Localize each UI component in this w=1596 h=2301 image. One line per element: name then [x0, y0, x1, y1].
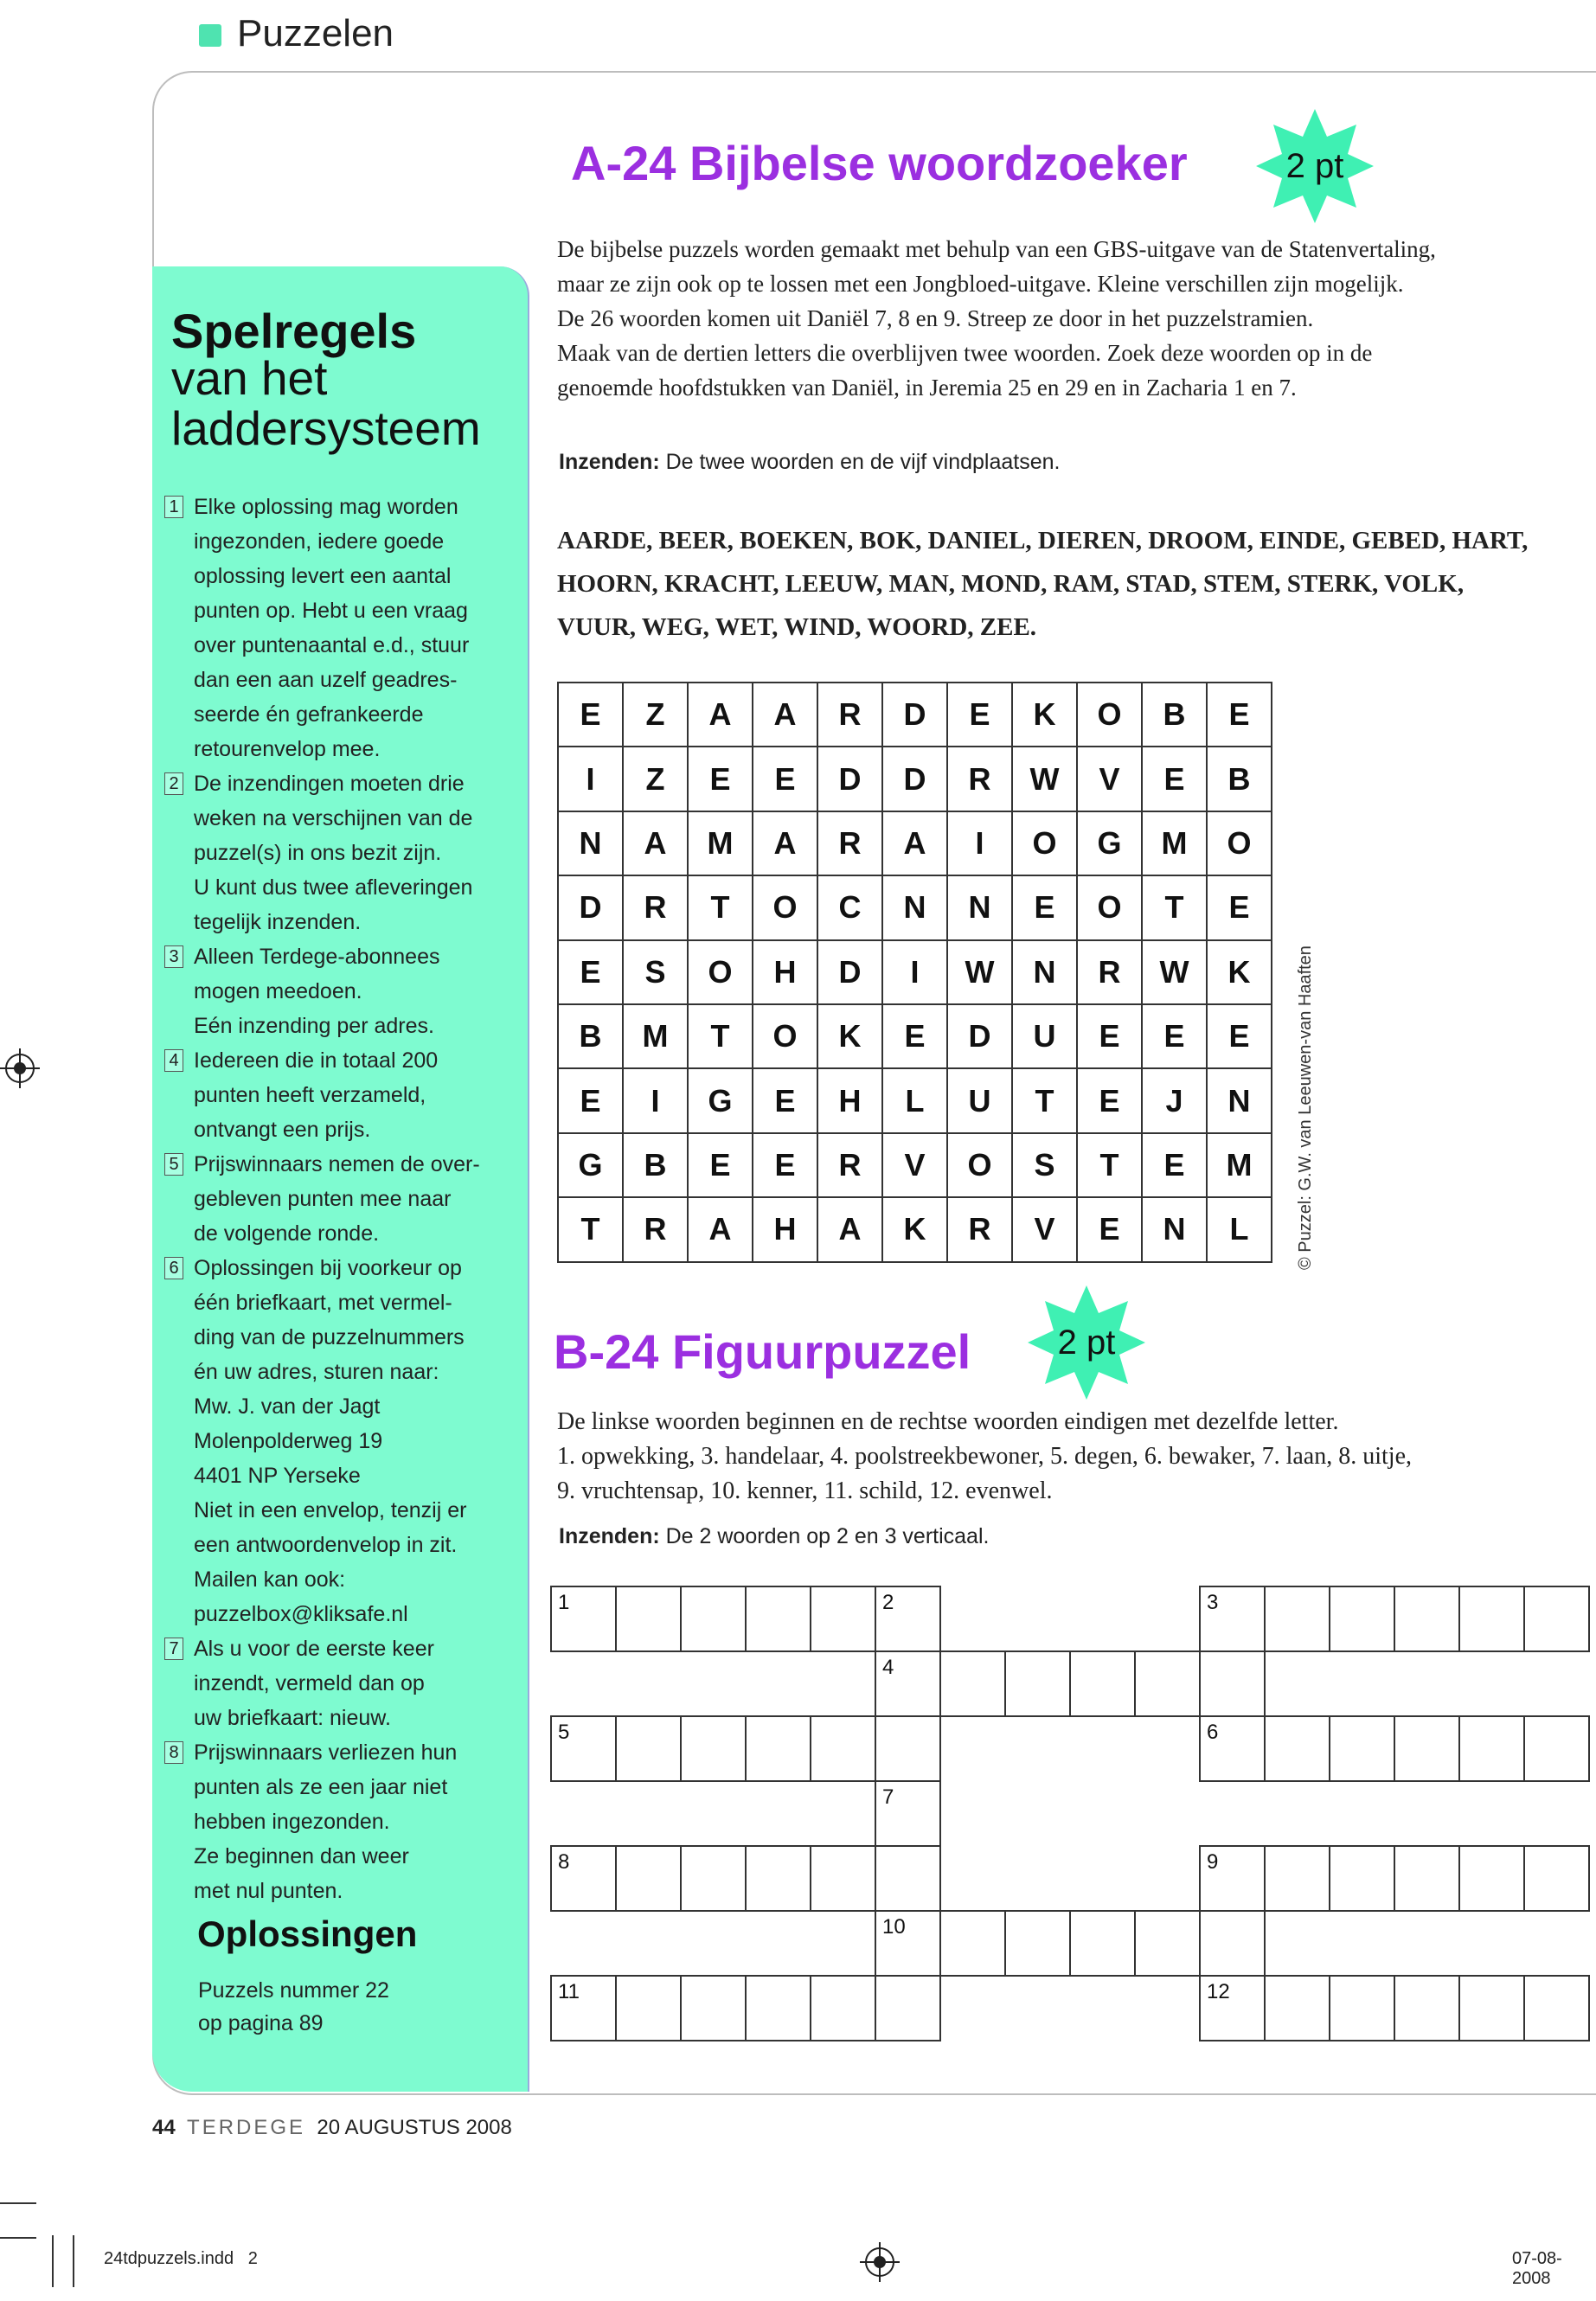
- grid-cell: E: [1078, 1069, 1143, 1133]
- grid-cell: B: [624, 1134, 689, 1198]
- grid-cell: D: [883, 683, 948, 747]
- rule-1: 1 Elke oplossing mag worden ingezonden, iedere goede oplossing levert een aantal punten op. Hebt u een vraag over puntenaantal e.d., stuur dan een aan uzelf geadres- seerde én gefrankeerde retourenvelop mee.: [164, 490, 510, 766]
- puzzle-cell: [1199, 1715, 1266, 1782]
- grid-cell: V: [883, 1134, 948, 1198]
- puzzle-cell: [615, 1715, 682, 1782]
- grid-cell: T: [559, 1198, 624, 1262]
- rule-7: 7 Als u voor de eerste keer inzendt, vermeld dan op uw briefkaart: nieuw.: [164, 1631, 510, 1735]
- grid-cell: N: [1013, 941, 1078, 1005]
- puzzle-cell: [1264, 1975, 1330, 2041]
- grid-cell: W: [1143, 941, 1208, 1005]
- puzzle-cell: [1458, 1715, 1525, 1782]
- rule-6: 6 Oplossingen bij voorkeur op één briefkaart, met vermel- ding van de puzzelnummers én uw adres, sturen naar: Mw. J. van der Jagt Molenpolderweg 19 4401 NP Yerseke Niet in een envelop, tenzij er een antwoordenvelop in zit. Mailen kan ook: puzzelbox@kliksafe.nl: [164, 1251, 510, 1631]
- grid-cell: O: [1013, 812, 1078, 876]
- puzzle-cell: [810, 1975, 876, 2041]
- grid-cell: U: [948, 1069, 1013, 1133]
- puzzle-cell: [1458, 1586, 1525, 1652]
- puzzle-a-submit: [559, 450, 1060, 475]
- puzzle-cell: [1394, 1845, 1460, 1912]
- grid-cell: O: [753, 876, 818, 940]
- grid-cell: I: [948, 812, 1013, 876]
- grid-cell: V: [1078, 747, 1143, 811]
- grid-cell: E: [1143, 1005, 1208, 1069]
- puzzle-cell: [1458, 1975, 1525, 2041]
- puzzle-cell: [1004, 1650, 1071, 1717]
- puzzle-cell: [1329, 1586, 1395, 1652]
- solutions-text: Puzzels nummer 22 op pagina 89: [198, 1978, 389, 2035]
- grid-cell: Z: [624, 683, 689, 747]
- puzzle-cell: [550, 1715, 617, 1782]
- grid-cell: E: [689, 747, 753, 811]
- puzzle-cell: [1199, 1975, 1266, 2041]
- puzzle-cell: [680, 1845, 747, 1912]
- grid-cell: I: [624, 1069, 689, 1133]
- grid-cell: N: [1143, 1198, 1208, 1262]
- puzzle-cell: [1458, 1845, 1525, 1912]
- section-title: Puzzelen: [237, 12, 394, 54]
- grid-cell: B: [1208, 747, 1272, 811]
- puzzle-cell: [1199, 1586, 1266, 1652]
- puzzle-cell: [745, 1975, 811, 2041]
- grid-cell: T: [1078, 1134, 1143, 1198]
- grid-cell: E: [753, 747, 818, 811]
- grid-cell: S: [1013, 1134, 1078, 1198]
- grid-cell: N: [559, 812, 624, 876]
- grid-cell: R: [948, 1198, 1013, 1262]
- grid-cell: E: [559, 683, 624, 747]
- puzzle-cell: [1069, 1650, 1136, 1717]
- puzzle-cell: [1199, 1650, 1266, 1717]
- puzzle-cell: [1264, 1715, 1330, 1782]
- grid-cell: R: [818, 1134, 883, 1198]
- rule-8: 8 Prijswinnaars verliezen hun punten als ze een jaar niet hebben ingezonden. Ze beginnen dan weer met nul punten.: [164, 1735, 510, 1908]
- rule-2: 2 De inzendingen moeten drie weken na verschijnen van de puzzel(s) in ons bezit zijn. U kunt dus twee afleveringen tegelijk inzenden.: [164, 766, 510, 939]
- grid-cell: E: [689, 1134, 753, 1198]
- grid-cell: M: [689, 812, 753, 876]
- puzzle-cell: [550, 1975, 617, 2041]
- grid-cell: N: [948, 876, 1013, 940]
- rule-5: 5 Prijswinnaars nemen de over- gebleven punten mee naar de volgende ronde.: [164, 1147, 510, 1251]
- registration-mark-icon: [865, 2247, 894, 2277]
- intro-line: 1. opwekking, 3. handelaar, 4. poolstreekbewoner, 5. degen, 6. bewaker, 7. laan, 8. uitje,: [557, 1443, 1412, 1470]
- grid-cell: G: [1078, 812, 1143, 876]
- submit-text: De twee woorden en de vijf vindplaatsen.: [665, 450, 1061, 474]
- puzzle-cell: [1134, 1650, 1201, 1717]
- grid-cell: H: [753, 1198, 818, 1262]
- clue-number: 1: [558, 1591, 570, 1614]
- crop-mark: [0, 2237, 36, 2239]
- puzzle-cell: [1523, 1845, 1590, 1912]
- grid-cell: V: [1013, 1198, 1078, 1262]
- puzzle-cell: [1329, 1975, 1395, 2041]
- grid-cell: E: [559, 941, 624, 1005]
- rule-4: 4 Iedereen die in totaal 200 punten heeft verzameld, ontvangt een prijs.: [164, 1043, 510, 1147]
- grid-cell: R: [948, 747, 1013, 811]
- print-file-name: 24tdpuzzels.indd 2: [104, 2249, 258, 2268]
- grid-cell: K: [1013, 683, 1078, 747]
- grid-cell: E: [883, 1005, 948, 1069]
- grid-cell: K: [818, 1005, 883, 1069]
- rules-title: Spelregels: [171, 304, 417, 358]
- grid-cell: O: [753, 1005, 818, 1069]
- puzzle-b-points-badge: [1026, 1282, 1147, 1403]
- grid-cell: D: [948, 1005, 1013, 1069]
- puzzle-cell: [1069, 1910, 1136, 1977]
- clue-number: 7: [882, 1785, 894, 1809]
- grid-cell: L: [1208, 1198, 1272, 1262]
- puzzle-a-points: 2 pt: [1285, 147, 1344, 185]
- puzzle-cell: [615, 1975, 682, 2041]
- grid-cell: E: [1143, 1134, 1208, 1198]
- puzzle-cell: [875, 1780, 941, 1847]
- print-date: 07-08-2008: [1512, 2249, 1562, 2288]
- grid-cell: D: [883, 747, 948, 811]
- clue-number: 2: [882, 1591, 894, 1614]
- puzzle-cell: [875, 1715, 941, 1782]
- intro-line: genoemde hoofdstukken van Daniël, in Jeremia 25 en 29 en in Zacharia 1 en 7.: [557, 375, 1297, 401]
- registration-mark-icon: [5, 1054, 35, 1083]
- grid-cell: G: [689, 1069, 753, 1133]
- clue-number: 10: [882, 1915, 906, 1939]
- grid-cell: A: [624, 812, 689, 876]
- grid-cell: H: [818, 1069, 883, 1133]
- grid-cell: S: [624, 941, 689, 1005]
- grid-cell: U: [1013, 1005, 1078, 1069]
- puzzle-a-title: A-24 Bijbelse woordzoeker: [571, 136, 1188, 190]
- puzzle-cell: [875, 1586, 941, 1652]
- puzzle-cell: [810, 1715, 876, 1782]
- puzzle-cell: [875, 1910, 941, 1977]
- grid-cell: L: [883, 1069, 948, 1133]
- grid-cell: M: [1143, 812, 1208, 876]
- grid-cell: R: [624, 876, 689, 940]
- clue-number: 6: [1207, 1721, 1219, 1744]
- puzzle-a-points-badge: [1254, 106, 1375, 227]
- grid-cell: E: [948, 683, 1013, 747]
- puzzle-cell: [1523, 1586, 1590, 1652]
- grid-cell: T: [1013, 1069, 1078, 1133]
- puzzle-cell: [745, 1845, 811, 1912]
- clue-number: 9: [1207, 1850, 1219, 1874]
- intro-line: maar ze zijn ook op te lossen met een Jongbloed-uitgave. Kleine verschillen zijn mogelijk.: [557, 271, 1404, 297]
- grid-cell: O: [1078, 683, 1143, 747]
- puzzle-cell: [810, 1586, 876, 1652]
- grid-cell: O: [1208, 812, 1272, 876]
- word-list-line: VUUR, WEG, WET, WIND, WOORD, ZEE.: [557, 613, 1037, 641]
- grid-cell: T: [689, 876, 753, 940]
- puzzle-cell: [550, 1845, 617, 1912]
- grid-cell: A: [689, 683, 753, 747]
- intro-line: 9. vruchtensap, 10. kenner, 11. schild, 12. evenwel.: [557, 1477, 1053, 1504]
- puzzle-cell: [1523, 1975, 1590, 2041]
- clue-number: 8: [558, 1850, 570, 1874]
- puzzle-b-submit: [559, 1524, 989, 1549]
- clue-number: 11: [558, 1980, 580, 2003]
- puzzle-cell: [875, 1650, 941, 1717]
- puzzle-cell: [1329, 1715, 1395, 1782]
- puzzle-credit: © Puzzel: G.W. van Leeuwen-van Haaften: [1296, 945, 1315, 1270]
- clue-number: 3: [1207, 1591, 1219, 1614]
- intro-line: De linkse woorden beginnen en de rechtse woorden eindigen met dezelfde letter.: [557, 1408, 1339, 1435]
- puzzle-cell: [1264, 1845, 1330, 1912]
- puzzle-cell: [939, 1650, 1006, 1717]
- puzzle-cell: [875, 1845, 941, 1912]
- page-number: 44: [152, 2116, 176, 2139]
- puzzle-cell: [1199, 1845, 1266, 1912]
- grid-cell: N: [883, 876, 948, 940]
- issue-date: 20 AUGUSTUS 2008: [317, 2116, 512, 2139]
- grid-cell: W: [948, 941, 1013, 1005]
- grid-cell: Z: [624, 747, 689, 811]
- grid-cell: E: [1143, 747, 1208, 811]
- grid-cell: N: [1208, 1069, 1272, 1133]
- grid-cell: E: [1208, 1005, 1272, 1069]
- grid-cell: H: [753, 941, 818, 1005]
- puzzle-b-title: B-24 Figuurpuzzel: [554, 1324, 971, 1379]
- grid-cell: E: [1078, 1005, 1143, 1069]
- grid-cell: K: [1208, 941, 1272, 1005]
- grid-cell: E: [1208, 876, 1272, 940]
- intro-line: Maak van de dertien letters die overblijven twee woorden. Zoek deze woorden op in de: [557, 340, 1373, 366]
- grid-cell: A: [883, 812, 948, 876]
- clue-number: 5: [558, 1721, 570, 1744]
- grid-cell: I: [883, 941, 948, 1005]
- page-footer: [152, 2116, 512, 2140]
- grid-cell: R: [818, 812, 883, 876]
- puzzle-b-points: 2 pt: [1057, 1324, 1116, 1362]
- grid-cell: R: [818, 683, 883, 747]
- puzzle-cell: [615, 1586, 682, 1652]
- grid-cell: B: [1143, 683, 1208, 747]
- submit-text: De 2 woorden op 2 en 3 verticaal.: [665, 1524, 990, 1548]
- puzzle-a-word-list: [557, 519, 1578, 649]
- grid-cell: E: [559, 1069, 624, 1133]
- grid-cell: R: [1078, 941, 1143, 1005]
- grid-cell: C: [818, 876, 883, 940]
- puzzle-cell: [1394, 1715, 1460, 1782]
- puzzle-cell: [1264, 1586, 1330, 1652]
- intro-line: De 26 woorden komen uit Daniël 7, 8 en 9. Streep ze door in het puzzelstramien.: [557, 305, 1314, 331]
- magazine-name: TERDEGE: [187, 2116, 306, 2139]
- grid-cell: E: [753, 1134, 818, 1198]
- puzzle-cell: [810, 1845, 876, 1912]
- rule-3: 3 Alleen Terdege-abonnees mogen meedoen. Eén inzending per adres.: [164, 939, 510, 1043]
- puzzle-cell: [1004, 1910, 1071, 1977]
- puzzle-cell: [680, 1586, 747, 1652]
- grid-cell: A: [753, 812, 818, 876]
- grid-cell: K: [883, 1198, 948, 1262]
- puzzle-cell: [745, 1715, 811, 1782]
- grid-cell: A: [753, 683, 818, 747]
- puzzle-cell: [680, 1715, 747, 1782]
- grid-cell: A: [818, 1198, 883, 1262]
- grid-cell: T: [689, 1005, 753, 1069]
- grid-cell: E: [753, 1069, 818, 1133]
- solutions-title: Oplossingen: [197, 1913, 418, 1954]
- word-list-line: HOORN, KRACHT, LEEUW, MAN, MOND, RAM, STAD, STEM, STERK, VOLK,: [557, 570, 1465, 598]
- grid-cell: M: [624, 1005, 689, 1069]
- puzzle-cell: [615, 1845, 682, 1912]
- grid-cell: B: [559, 1005, 624, 1069]
- puzzle-cell: [1394, 1586, 1460, 1652]
- submit-label: Inzenden:: [559, 1524, 660, 1548]
- grid-cell: O: [1078, 876, 1143, 940]
- grid-cell: E: [1078, 1198, 1143, 1262]
- submit-label: Inzenden:: [559, 450, 660, 474]
- crop-mark: [52, 2235, 54, 2287]
- rules-subtitle: van het laddersysteem: [171, 351, 481, 455]
- grid-cell: D: [559, 876, 624, 940]
- grid-cell: G: [559, 1134, 624, 1198]
- puzzle-cell: [745, 1586, 811, 1652]
- grid-cell: J: [1143, 1069, 1208, 1133]
- word-list-line: AARDE, BEER, BOEKEN, BOK, DANIEL, DIEREN, DROOM, EINDE, GEBED, HART,: [557, 527, 1529, 554]
- puzzle-cell: [1523, 1715, 1590, 1782]
- section-marker: [199, 24, 221, 47]
- grid-cell: E: [1013, 876, 1078, 940]
- word-search-grid: [557, 682, 1272, 1263]
- puzzle-cell: [1329, 1845, 1395, 1912]
- puzzle-b-intro: [557, 1405, 1578, 1509]
- grid-cell: D: [818, 747, 883, 811]
- grid-cell: W: [1013, 747, 1078, 811]
- grid-cell: R: [624, 1198, 689, 1262]
- clue-number: 4: [882, 1656, 894, 1679]
- intro-line: De bijbelse puzzels worden gemaakt met behulp van een GBS-uitgave van de Statenvertaling,: [557, 236, 1436, 262]
- grid-cell: T: [1143, 876, 1208, 940]
- puzzle-cell: [1134, 1910, 1201, 1977]
- crop-mark: [73, 2235, 74, 2287]
- puzzle-cell: [550, 1586, 617, 1652]
- puzzle-cell: [680, 1975, 747, 2041]
- clue-number: 12: [1207, 1980, 1230, 2003]
- grid-cell: O: [689, 941, 753, 1005]
- puzzle-cell: [939, 1910, 1006, 1977]
- puzzle-cell: [1199, 1910, 1266, 1977]
- grid-cell: O: [948, 1134, 1013, 1198]
- crop-mark: [0, 2202, 36, 2204]
- puzzle-cell: [875, 1975, 941, 2041]
- puzzle-a-intro: [557, 232, 1578, 405]
- grid-cell: M: [1208, 1134, 1272, 1198]
- grid-cell: E: [1208, 683, 1272, 747]
- puzzle-cell: [1394, 1975, 1460, 2041]
- grid-cell: D: [818, 941, 883, 1005]
- grid-cell: I: [559, 747, 624, 811]
- grid-cell: A: [689, 1198, 753, 1262]
